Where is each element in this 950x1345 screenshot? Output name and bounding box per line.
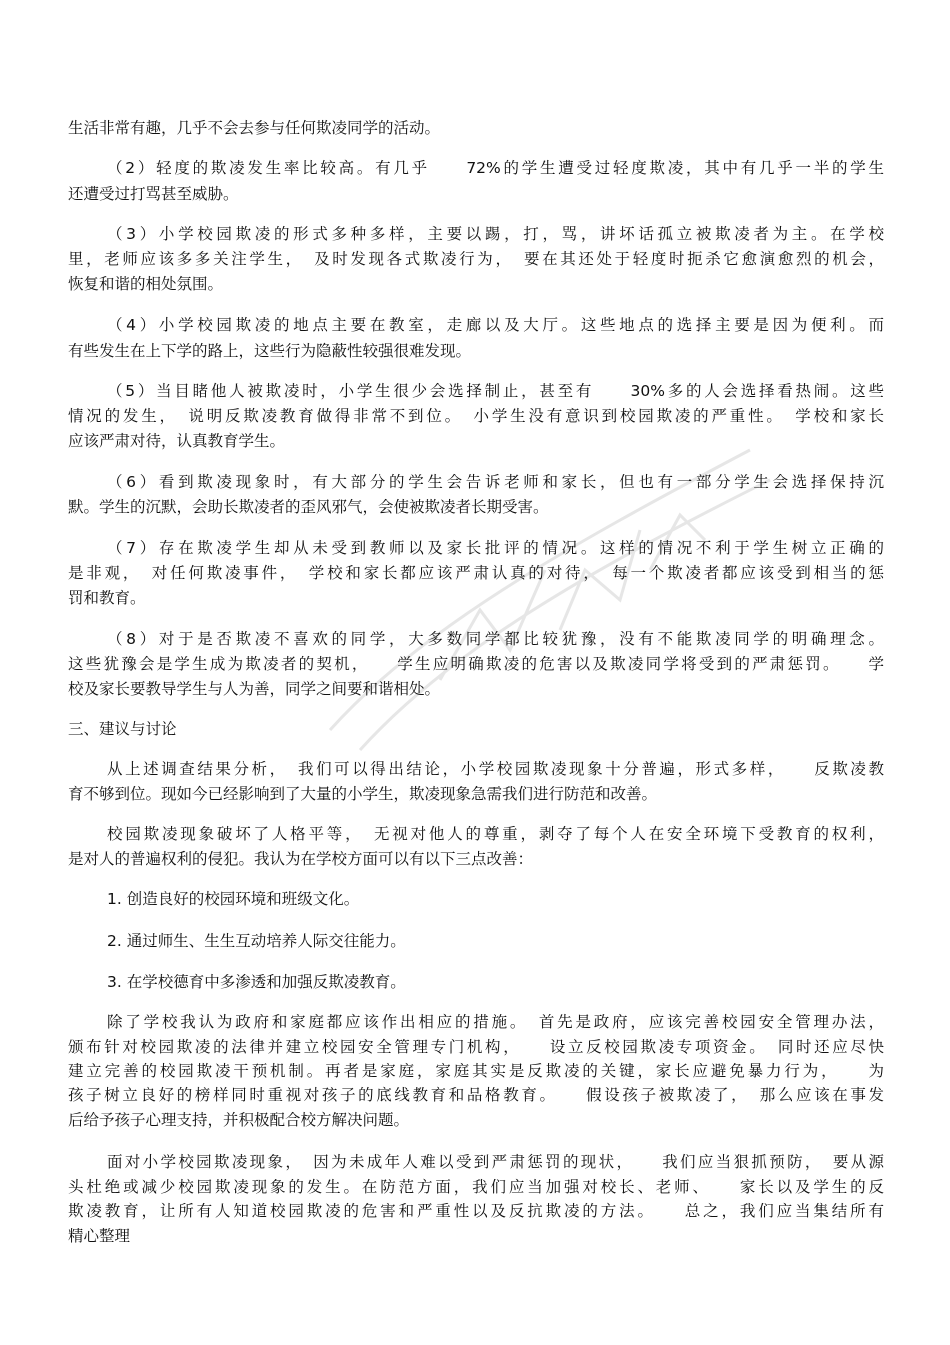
text-line: （8）对于是否欺凌不喜欢的同学，大多数同学都比较犹豫，没有不能欺凌同学的明确理念。 (107, 630, 884, 648)
text-line: （2）轻度的欺凌发生率比较高。有几乎 72%的学生遭受过轻度欺凌，其中有几乎一半的学生 (107, 159, 884, 177)
section-heading: 三、建议与讨论 (68, 720, 177, 738)
text-line: 是非观， 对任何欺凌事件， 学校和家长都应该严肃认真的对待， 每一个欺凌者都应该受到相当的惩 (68, 564, 884, 582)
text-line: 后给予孩子心理支持，并积极配合校方解决问题。 (68, 1111, 410, 1129)
text-line: 这些犹豫会是学生成为欺凌者的契机， 学生应明确欺凌的危害以及欺凌同学将受到的严肃惩罚。 学 (68, 655, 884, 673)
text-line: 情况的发生， 说明反欺凌教育做得非常不到位。 小学生没有意识到校园欺凌的严重性。 学校和家长 (68, 407, 884, 425)
text-line: 恢复和谐的相处氛围。 (68, 275, 224, 293)
text-line: 还遭受过打骂甚至威胁。 (68, 185, 239, 203)
text-line: 从上述调查结果分析， 我们可以得出结论，小学校园欺凌现象十分普遍，形式多样， 反欺凌教 (107, 760, 884, 778)
list-item: 3. 在学校德育中多渗透和加强反欺凌教育。 (107, 973, 406, 991)
text-line: 除了学校我认为政府和家庭都应该作出相应的措施。 首先是政府，应该完善校园安全管理办法， (107, 1013, 884, 1031)
list-item: 2. 通过师生、生生互动培养人际交往能力。 (107, 932, 406, 950)
text-line: 建立完善的校园欺凌干预机制。再者是家庭，家庭其实是反欺凌的关键，家长应避免暴力行为， 为 (68, 1062, 884, 1080)
text-line: （6）看到欺凌现象时，有大部分的学生会告诉老师和家长，但也有一部分学生会选择保持沉 (107, 473, 884, 491)
text-line: 欺凌教育，让所有人知道校园欺凌的危害和严重性以及反抗欺凌的方法。 总之，我们应当集结所有 (68, 1202, 884, 1220)
list-item: 1. 创造良好的校园环境和班级文化。 (107, 890, 360, 908)
text-line: 有些发生在上下学的路上，这些行为隐蔽性较强很难发现。 (68, 342, 472, 360)
text-line: 育不够到位。现如今已经影响到了大量的小学生，欺凌现象急需我们进行防范和改善。 (68, 785, 658, 803)
text-line: 孩子树立良好的榜样同时重视对孩子的底线教育和品格教育。 假设孩子被欺凌了， 那么应该在事发 (68, 1086, 884, 1104)
text-line: 默。学生的沉默，会助长欺凌者的歪风邪气，会使被欺凌者长期受害。 (68, 498, 549, 516)
text-line: 应该严肃对待，认真教育学生。 (68, 432, 286, 450)
text-line: 头杜绝或减少校园欺凌现象的发生。在防范方面，我们应当加强对校长、老师、 家长以及学生的反 (68, 1178, 884, 1196)
text-line: 里，老师应该多多关注学生， 及时发现各式欺凌行为， 要在其还处于轻度时扼杀它愈演愈烈的机会， (68, 250, 884, 268)
text-line: （5）当目睹他人被欺凌时，小学生很少会选择制止，甚至有 30%多的人会选择看热闹。这些 (107, 382, 884, 400)
text-line: （7）存在欺凌学生却从未受到教师以及家长批评的情况。这样的情况不利于学生树立正确的 (107, 539, 884, 557)
text-line: 生活非常有趣，几乎不会去参与任何欺凌同学的活动。 (68, 119, 441, 137)
text-line: 罚和教育。 (68, 589, 146, 607)
text-line: 校及家长要教导学生与人为善，同学之间要和谐相处。 (68, 680, 441, 698)
footer-note: 精心整理 (68, 1227, 131, 1245)
text-line: （4）小学校园欺凌的地点主要在教室，走廊以及大厅。这些地点的选择主要是因为便利。而 (107, 316, 884, 334)
text-line: 颁布针对校园欺凌的法律并建立校园安全管理专门机构， 设立反校园欺凌专项资金。 同时还应尽快 (68, 1038, 884, 1056)
text-line: 是对人的普遍权利的侵犯。我认为在学校方面可以有以下三点改善： (68, 850, 534, 868)
text-line: （3）小学校园欺凌的形式多种多样，主要以踢，打，骂，讲坏话孤立被欺凌者为主。在学校 (107, 225, 884, 243)
text-line: 校园欺凌现象破坏了人格平等， 无视对他人的尊重，剥夺了每个人在安全环境下受教育的权利， (107, 825, 884, 843)
text-line: 面对小学校园欺凌现象， 因为未成年人难以受到严肃惩罚的现状， 我们应当狠抓预防， 要从源 (107, 1153, 884, 1171)
